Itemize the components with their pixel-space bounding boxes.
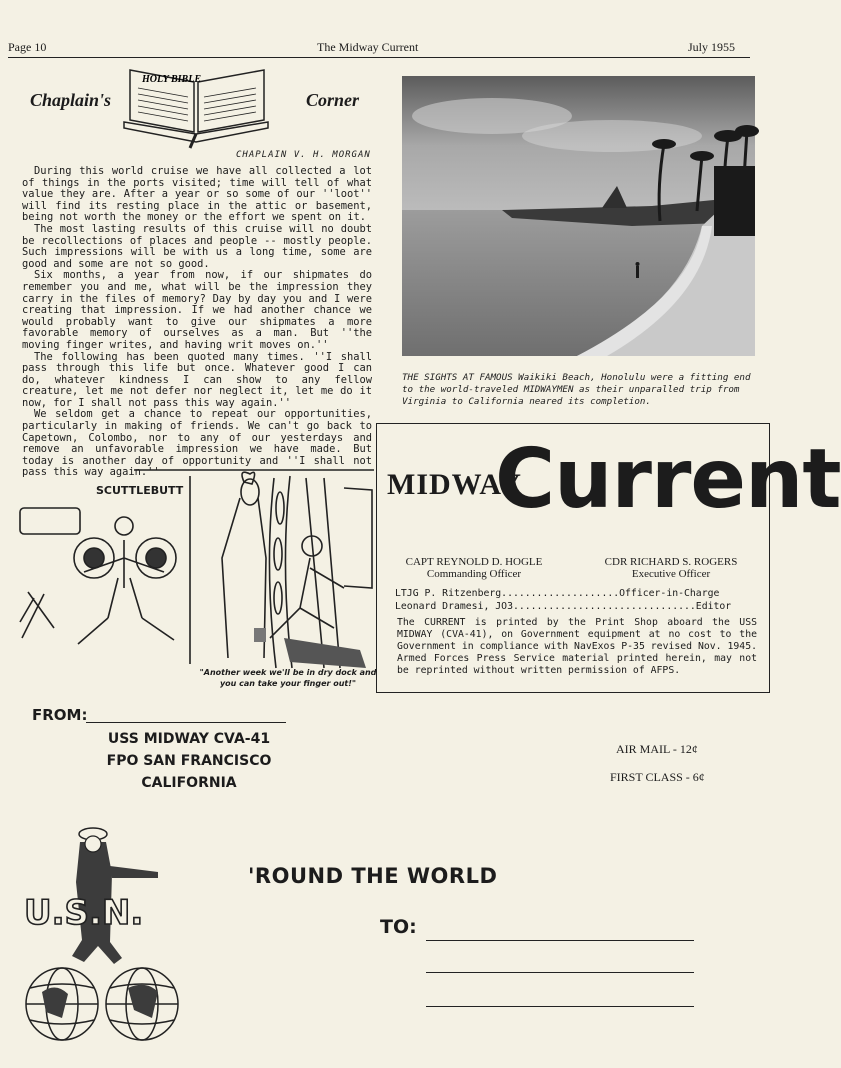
address-line-1: USS MIDWAY CVA-41 — [107, 731, 271, 747]
chaplain-byline: CHAPLAIN V. H. MORGAN — [236, 150, 371, 160]
first-class-rate: FIRST CLASS - 6¢ — [610, 770, 705, 784]
article-paragraph: We seldom get a chance to repeat our opportunities, particularly in making of friends. We can't go back to Capetown, Colombo, nor to any of our yesterdays and remove an unfavorable impression we have made. But today is another day of opportunity and ''I shall not pass this way again.'' — [22, 408, 372, 479]
bible-label: HOLY BIBLE — [142, 74, 201, 85]
cartoon-title: SCUTTLEBUTT — [96, 484, 184, 497]
article-paragraph: Six months, a year from now, if our shipmates do remember you and me, what will be the impression they carry in the files of memory? Day by day you and I were creating that impression. If we had another chance we would probably want to give our shipmates a more favorable memory of ourselves as a man. But ''the moving finger writes, and having writ moves on.'' — [22, 269, 372, 351]
bible-illustration — [118, 62, 274, 150]
cartoon-caption: "Another week we'll be in dry dock and you can take your finger out!" — [199, 668, 377, 688]
publication-title: The Midway Current — [317, 40, 419, 54]
return-address — [84, 728, 294, 794]
to-address-line-3 — [426, 1006, 694, 1007]
executive-officer-name: CDR RICHARD S. ROGERS — [604, 556, 738, 568]
article-paragraph: During this world cruise we have all collected a lot of things in the ports visited; time will tell of what value they are. After a year or so some of our ''loot'' will find its resting place in the attic or basement, being not worth the money or the effort we spent on it. — [22, 165, 372, 224]
article-paragraph: The following has been quoted many times. ''I shall pass through this life but once. Whatever good I can do, whatever kindness I can show to any fellow creature, let me not defer nor neglect it, let me do it now, for I shall not pass this way again.'' — [22, 350, 372, 409]
round-the-world-slogan: 'ROUND THE WORLD — [248, 864, 498, 888]
executive-officer-title: Executive Officer — [631, 568, 711, 580]
masthead-current: Current — [495, 432, 841, 527]
header-rule — [8, 57, 750, 58]
to-address-line-1 — [426, 940, 694, 941]
airmail-rate: AIR MAIL - 12¢ — [616, 742, 698, 756]
address-line-2: FPO SAN FRANCISCO — [106, 753, 272, 769]
commanding-officer-name: CAPT REYNOLD D. HOGLE — [405, 556, 543, 568]
masthead-box — [376, 423, 841, 693]
staff-officer-in-charge: LTJG P. Ritzenberg....................Officer-in-Charge — [395, 588, 720, 599]
from-label: FROM: — [32, 706, 88, 724]
masthead-notice: The CURRENT is printed by the Print Shop aboard the USS MIDWAY (CVA-41), on Government equipment at no cost to the Government in compliance with NavExos P-35 revised Nov. 1945. Armed Forces Press Service material printed herein, may not be reprinted without written permission of AFPS. — [397, 617, 757, 676]
commanding-officer-title: Commanding Officer — [426, 568, 522, 580]
from-line — [86, 722, 286, 723]
photo-caption: THE SIGHTS AT FAMOUS Waikiki Beach, Honolulu were a fitting end to the world-traveled MIDWAYMEN as their unparalled trip from Virginia to California neared its completion. — [402, 372, 751, 407]
masthead-midway: MIDWAY — [387, 468, 522, 501]
usn-letters: U.S.N. — [24, 893, 144, 933]
usn-sailor-globe-emblem — [18, 822, 208, 1042]
chaplain-article — [22, 166, 372, 479]
waikiki-beach-photo — [402, 76, 755, 356]
page-number: Page 10 — [8, 40, 47, 54]
issue-date: July 1955 — [688, 40, 736, 54]
staff-editor: Leonard Dramesi, JO3...............................Editor — [395, 601, 732, 612]
corner-heading: Corner — [306, 90, 360, 110]
address-line-3: CALIFORNIA — [141, 775, 237, 791]
scuttlebutt-cartoon — [14, 468, 376, 684]
article-paragraph: The most lasting results of this cruise will no doubt be recollections of places and people -- mostly people. Such impressions will be with us a long time, some are good and some are not so good. — [22, 222, 372, 270]
chaplains-heading: Chaplain's — [30, 90, 112, 110]
to-address-line-2 — [426, 972, 694, 973]
to-label: TO: — [380, 916, 417, 938]
